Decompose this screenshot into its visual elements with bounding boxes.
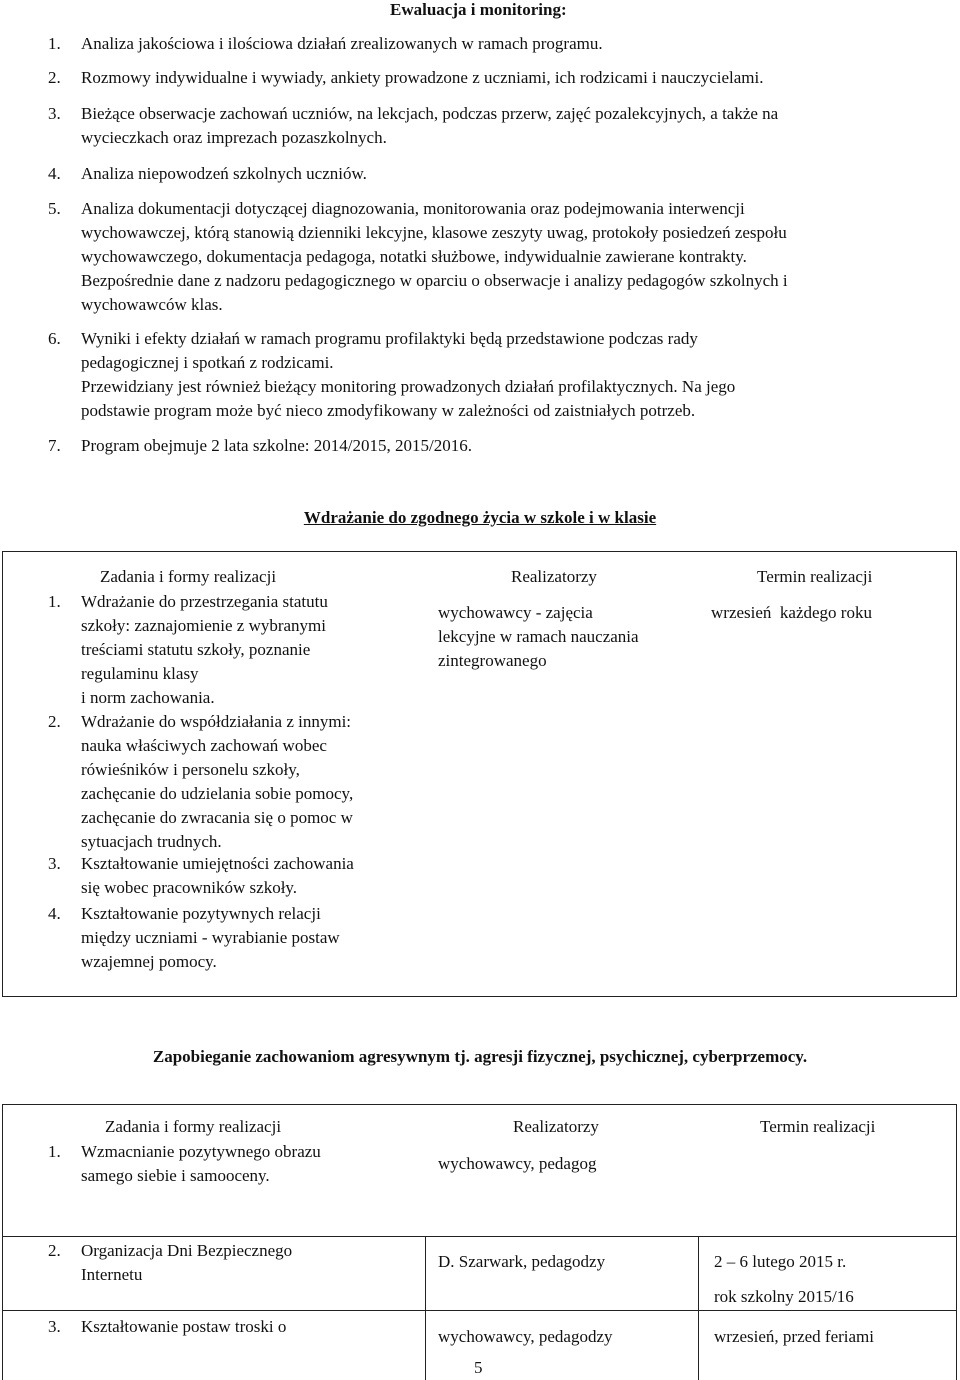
- header-realizatorzy: Realizatorzy: [513, 1117, 599, 1136]
- table-border: [2, 551, 957, 552]
- list-item: Program obejmuje 2 lata szkolne: 2014/2015, 2015/2016.: [81, 436, 472, 455]
- task-line: treściami statutu szkoły, poznanie: [81, 640, 311, 659]
- list-item-line: podstawie program może być nieco zmodyfikowany w zależności od zaistniałych potrzeb.: [81, 401, 696, 420]
- page-number: 5: [470, 1356, 487, 1380]
- task-line: zachęcanie do zwracania się o pomoc w: [81, 808, 353, 827]
- list-number: 2.: [48, 68, 61, 87]
- row-number: 2.: [48, 1241, 61, 1260]
- table-row-divider: [2, 1236, 957, 1237]
- row-task: Organizacja Dni Bezpiecznego: [81, 1241, 293, 1260]
- list-item-line: Bezpośrednie dane z nadzoru pedagogicznego w oparciu o obserwacje i analizy pedagogów szkolnych i: [81, 271, 788, 290]
- task-line: zachęcanie do udzielania sobie pomocy,: [81, 784, 354, 803]
- header-tasks: Zadania i formy realizacji: [105, 1117, 282, 1136]
- task-line: nauka właściwych zachowań wobec: [81, 736, 327, 755]
- row-realizatorzy: wychowawcy, pedagog: [438, 1154, 597, 1173]
- list-item: Analiza jakościowa i ilościowa działań zrealizowanych w ramach programu.: [81, 34, 603, 53]
- realizatorzy-line: zintegrowanego: [438, 651, 547, 670]
- list-item-line: wycieczkach oraz imprezach pozaszkolnych.: [81, 128, 387, 147]
- list-item-line: wychowawczego, dokumentacja pedagoga, notatki służbowe, indywidualnie zawierane kontrakty.: [81, 247, 747, 266]
- task-line: i norm zachowania.: [81, 688, 215, 707]
- task-line: sytuacjach trudnych.: [81, 832, 222, 851]
- table-border: [2, 551, 3, 997]
- row-number: 1.: [48, 1142, 61, 1161]
- table-border: [2, 1104, 3, 1380]
- task-line: regulaminu klasy: [81, 664, 199, 683]
- row-realizatorzy: wychowawcy, pedagodzy: [438, 1327, 613, 1346]
- realizatorzy-line: wychowawcy - zajęcia: [438, 603, 593, 622]
- row-realizatorzy: D. Szarwark, pedagodzy: [438, 1252, 606, 1271]
- list-number: 6.: [48, 329, 61, 348]
- row-termin: 2 – 6 lutego 2015 r.: [714, 1252, 847, 1271]
- table-border: [2, 996, 957, 997]
- task-line: się wobec pracowników szkoły.: [81, 878, 298, 897]
- row-task: Wzmacnianie pozytywnego obrazu: [81, 1142, 321, 1161]
- list-item-line: Przewidziany jest również bieżący monitoring prowadzonych działań profilaktycznych. Na jego: [81, 377, 736, 396]
- list-item: Rozmowy indywidualne i wywiady, ankiety prowadzone z uczniami, ich rodzicami i nauczycielami.: [81, 68, 764, 87]
- task-line: szkoły: zaznajomienie z wybranymi: [81, 616, 326, 635]
- list-number: 7.: [48, 436, 61, 455]
- table-border: [956, 551, 957, 997]
- table-col-divider: [425, 1236, 426, 1380]
- task-line: rówieśników i personelu szkoły,: [81, 760, 300, 779]
- list-number: 1.: [48, 34, 61, 53]
- task-line: Wdrażanie do współdziałania z innymi:: [81, 712, 352, 731]
- table-border: [2, 1104, 957, 1105]
- list-item: Wyniki i efekty działań w ramach programu profilaktyki będą przedstawione podczas rady: [81, 329, 698, 348]
- realizatorzy-line: lekcyjne w ramach nauczania: [438, 627, 639, 646]
- table1-title: Wdrażanie do zgodnego życia w szkole i w klasie: [303, 508, 657, 527]
- row-termin: rok szkolny 2015/16: [714, 1287, 854, 1306]
- list-number: 3.: [48, 104, 61, 123]
- task-line: wzajemnej pomocy.: [81, 952, 217, 971]
- task-line: Kształtowanie pozytywnych relacji: [81, 904, 321, 923]
- table-col-divider: [698, 1236, 699, 1380]
- task-line: Kształtowanie umiejętności zachowania: [81, 854, 354, 873]
- table-row-divider: [2, 1310, 957, 1311]
- list-item-line: wychowawców klas.: [81, 295, 223, 314]
- row-task: Internetu: [81, 1265, 143, 1284]
- row-task: Kształtowanie postaw troski o: [81, 1317, 287, 1336]
- task-number: 3.: [48, 854, 61, 873]
- task-number: 1.: [48, 592, 61, 611]
- list-item: Analiza dokumentacji dotyczącej diagnozowania, monitorowania oraz podejmowania interwencji: [81, 199, 745, 218]
- list-item-line: pedagogicznej i spotkań z rodzicami.: [81, 353, 334, 372]
- list-item-line: wychowawczej, którą stanowią dzienniki lekcyjne, klasowe zeszyty uwag, protokoły posiedzeń zespołu: [81, 223, 787, 242]
- termin-value: wrzesień każdego roku: [711, 603, 872, 622]
- header-tasks: Zadania i formy realizacji: [100, 567, 277, 586]
- table2-title: Zapobieganie zachowaniom agresywnym tj. agresji fizycznej, psychicznej, cyberprzemocy.: [152, 1047, 808, 1066]
- list-item: Bieżące obserwacje zachowań uczniów, na lekcjach, podczas przerw, zajęć pozalekcyjnych, a także na: [81, 104, 779, 123]
- task-number: 4.: [48, 904, 61, 923]
- header-termin: Termin realizacji: [760, 1117, 876, 1136]
- row-termin: wrzesień, przed feriami: [714, 1327, 874, 1346]
- list-item: Analiza niepowodzeń szkolnych uczniów.: [81, 164, 367, 183]
- row-number: 3.: [48, 1317, 61, 1336]
- task-line: Wdrażanie do przestrzegania statutu: [81, 592, 328, 611]
- list-number: 5.: [48, 199, 61, 218]
- header-termin: Termin realizacji: [757, 567, 873, 586]
- row-task: samego siebie i samooceny.: [81, 1166, 270, 1185]
- header-realizatorzy: Realizatorzy: [511, 567, 597, 586]
- task-line: między uczniami - wyrabianie postaw: [81, 928, 340, 947]
- list-number: 4.: [48, 164, 61, 183]
- section-title: Ewaluacja i monitoring:: [390, 0, 567, 19]
- task-number: 2.: [48, 712, 61, 731]
- table-border: [956, 1104, 957, 1380]
